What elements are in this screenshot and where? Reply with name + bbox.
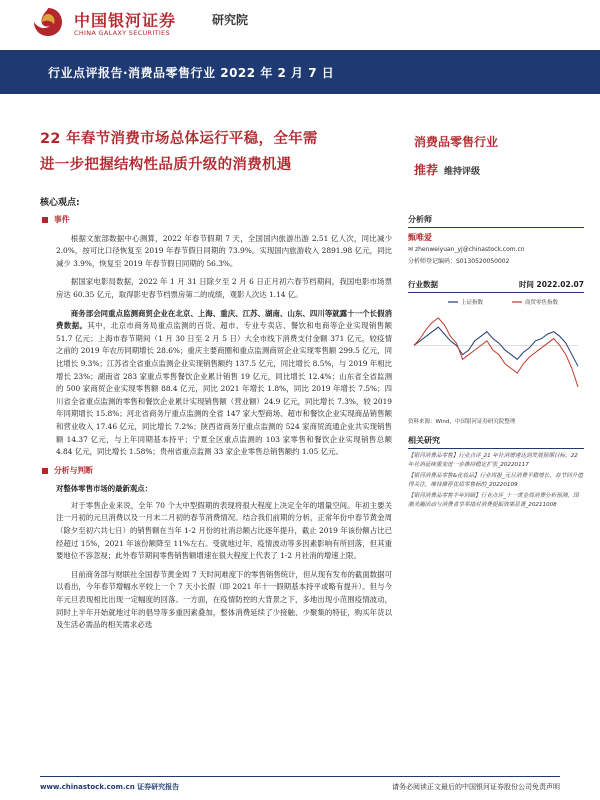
right-column (408, 214, 584, 510)
page-footer (0, 770, 600, 800)
square-bullet-icon (42, 217, 48, 223)
section-head-analysis: 分析与判断 (42, 465, 392, 478)
series-line-1 (414, 318, 578, 387)
report-banner (0, 50, 600, 94)
index-line-chart (408, 295, 584, 411)
brand-name-en: CHINA GALAXY SECURITIES (74, 29, 170, 37)
galaxy-logo-icon (32, 6, 64, 38)
section-head-event: 事件 (42, 214, 392, 227)
paragraph-body: 其中，北京市商务局重点监测的百货、超市、专业专卖店、餐饮和电商等企业实现销售额 51.7 亿元；上海市春节期间（1 月 30 日至 2 月 5 日）大全市线下消费支付金额 371 亿元，较疫情之前的 2019 年农历同期增长 28.6%；重庆主要商圈和重点监测商贸企业实现零售额 299.5 亿元，同比增长 9.3%；江苏省全省重点监测企业实现销售额约 137.5 亿元，同比增长 8.5%，与 2019 年相比增长 23%；湖南省 283 家重点零售餐饮企业累计销售 19 亿元，同比增长 12.4%；山东省全省监测的 500 家商贸企业实现零售额 88.4 亿元，同比 2021 年增长 1.8%，同比 2019 年增长 7.5%；四川省全省重点监测的零售和餐饮企业累计实现销售额（营业额）24.9 亿元，同比增长 7.3%，较 2019 年同期增长 15.8%；河北省商务厅重点监测的全省 147 家大型商场、超市和餐饮企业实现商品销售额和营业收入 17.46 亿元，同比增长 7.2%；陕西省商务厅重点监测的 524 家商贸流通企业共实现销售额 14.37 亿元，与上年同期基本持平；宁夏全区重点监测的 103 家零售和餐饮企业实现销售总额 4.84 亿元，同比增长 1.58%；贵州省重点监测 33 家企业零售总销售额约 1.05 亿元。 (56, 321, 392, 457)
rating-sub: 维持评级 (444, 167, 481, 177)
legend-label: 上证指数 (461, 300, 484, 306)
related-research-head: 相关研究 (408, 435, 584, 449)
footer-disclaimer: 请务必阅读正文最后的中国银河证券股份公司免责声明 (392, 783, 560, 791)
related-item[interactable]: 【银河消费品零售&化妆品】行业周报_元旦消费平稳增长，春节回升值得关注，维持推荐优质零售标的_20220109 (408, 473, 583, 488)
analyst-cert: 分析师登记编码：S0130520050002 (408, 258, 510, 265)
legend-label: 商贸零售指数 (525, 300, 559, 306)
chart-source: 资料来源：Wind，中国银河证券研究院整理 (408, 419, 516, 425)
square-bullet-icon (42, 468, 48, 474)
brand-name: 中国银河证券 (74, 11, 177, 30)
paragraph: 目前商务部与财联社全国春节黄金周 7 天时间难度下的零售销售统计，但从现有发布的截面数据可以看出，今年春节增幅水平较上一个 7 天小长假（即 2021 年十一假期基本持平或略有提升）。但与今年元旦表现相比出现一定幅度的回落。一方面，在疫情防控的大背景之下，多地出现小范围疫情波动，同时上半年开始就地过年的倡导等多重因素叠加，整体消费延续了少接触、少聚集的特征，购买年货以及生活必需品的相关需求必选 (56, 569, 392, 630)
paragraph: 根据文旅部数据中心测算，2022 年春节假期 7 天，全国国内旅游出游 2.51 亿人次，同比减少 2.0%，按可比口径恢复至 2019 年春节假日同期的 73.9%。实现国内旅游收入 2891.98 亿元，同比减少 3.9%，恢复至 2019 年春节假日同期的 56.3%。 (56, 233, 392, 268)
series-line-0 (414, 327, 578, 366)
analyst-head: 分析师 (408, 214, 584, 228)
subhead: 对整体零售市场的最新观点： (56, 484, 153, 494)
report-title (40, 126, 380, 178)
industry-data-head: 行业数据 时间 2022.02.07 (408, 279, 584, 293)
title-line-1: 22 年春节消费市场总体运行平稳，全年需 (40, 131, 318, 147)
institute-label: 研究院 (212, 13, 249, 27)
related-item[interactable]: 【银河消费品零售半年回顾】行业点评_十一黄金周消费分析预测，国潮美趣活动与消费者享举措对消费提振效果显著_20211008 (408, 493, 579, 508)
industry-label: 消费品零售行业 (414, 135, 499, 149)
bold-lead: 商务部会同重点监测商贸企业在北京、上海、重庆、江苏、湖南、山东、四川等就露十一个长假消费数据。 (56, 308, 392, 331)
core-points-label: 核心观点: (40, 198, 80, 208)
related-item[interactable]: 【银河消费品零售】行业点评_21 年社消增速达到发展预期目标，22 年社消延续重变进一步推持稳定扩张_20220117 (408, 453, 578, 468)
page-header (0, 0, 600, 48)
analyst-email[interactable]: ✉ zhenweiyuan_yj@chinastock.com.cn (408, 246, 525, 253)
banner-text: 行业点评报告·消费品零售行业 2022 年 2 月 7 日 (48, 66, 335, 80)
title-line-2: 进一步把握结构性品质升级的消费机遇 (40, 157, 292, 173)
rating-label (414, 161, 480, 178)
paragraph: 对于零售企业来说，全年 70 个大中型假期的表现将很大程度上决定全年的增量空间。年初主要关注一月初的元旦消费以及一月末二月初的春节消费情况。结合我们前期的分析，正常年份中春节黄金周（除夕至初六共七日）的销售额在当年 1-2 月份的社消总额占比逐年提升，截止 2019 年该份额占比已经超过 15%，2021 年该份额降至 11%左右。受就地过年、疫情波动等多因素影响有所回落，但其重要地位不容忽视；此外春节期间零售销售额增速在很大程度上代表了 1-2 月社消的增速上限。 (56, 500, 392, 561)
footer-divider (40, 776, 560, 777)
paragraph (56, 308, 392, 459)
footer-url[interactable]: www.chinastock.com.cn 证券研究报告 (40, 783, 180, 791)
analyst-name: 甄唯爱 (408, 233, 432, 242)
main-column (56, 214, 392, 638)
rating-value: 推荐 (414, 163, 439, 177)
paragraph: 据国家电影局数据，2022 年 1 月 31 日除夕至 2 月 6 日正月初六春节档期间，我国电影市场票房达 60.35 亿元，取得影史春节档票房第二的成绩，观影人次达 1.14 亿。 (56, 277, 392, 299)
